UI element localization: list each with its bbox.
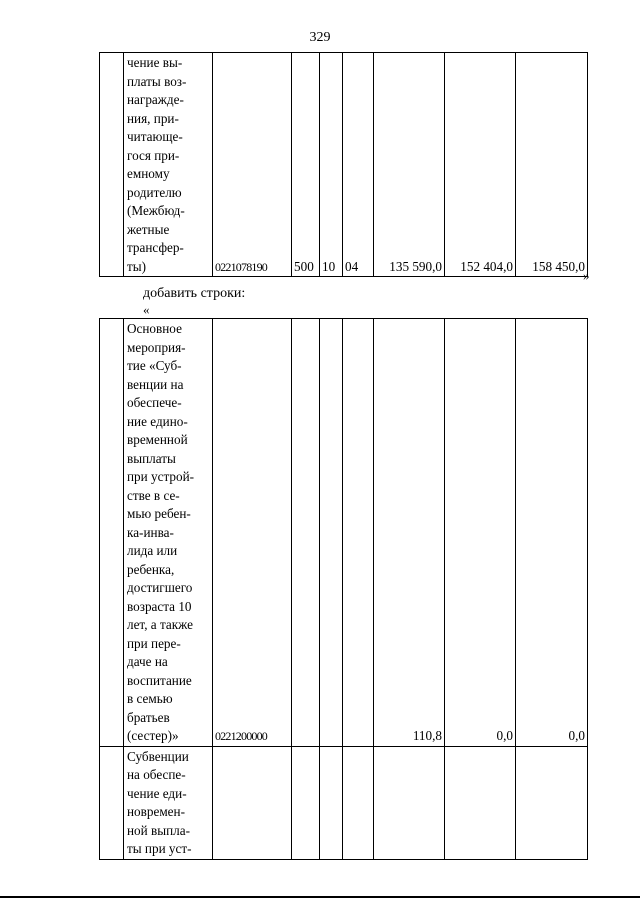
item-name-cell: Основное мероприя- тие «Суб- венции на обеспече- ние едино- временной выплаты при устрой- стве в се- мью ребен- ка-инва- лида или ребенка, достигшего возраста 10 лет, а также при пере- даче на воспитание в семью братьев (сестер)» [124,319,213,747]
item-name-cell: Субвенции на обеспе- чение еди- новремен- ной выпла- ты при уст- [124,746,213,859]
target-code-cell [213,746,292,859]
amount-year1-cell [374,746,445,859]
amount-year3-cell: 158 450,0 [516,53,588,277]
subsection-cell [343,319,374,747]
amount-year2-cell [445,746,516,859]
table-row [100,53,588,277]
subsection-cell: 04 [343,53,374,277]
section-cell: 10 [320,53,343,277]
opening-quote: « [143,302,150,317]
target-code-cell: 0221200000 [213,319,292,747]
section-cell [320,746,343,859]
add-lines-instruction: добавить строки: [143,286,246,301]
amount-year1-cell: 110,8 [374,319,445,747]
expense-type-cell [292,319,320,747]
table-row [100,746,588,859]
amount-year2-cell: 0,0 [445,319,516,747]
index-cell [100,746,124,859]
item-name-cell: чение вы- платы воз- награжде- ния, при- читающе- гося при- емному родителю (Межбюд- жетные трансфер- ты) [124,53,213,277]
target-code-cell: 0221078190 [213,53,292,277]
scan-edge-line [0,896,640,898]
budget-table-continued [99,52,588,277]
table-row [100,319,588,747]
amount-year3-cell [516,746,588,859]
index-cell [100,319,124,747]
closing-quote: » [583,268,590,283]
page-number: 329 [309,30,331,45]
section-cell [320,319,343,747]
subsection-cell [343,746,374,859]
amount-year1-cell: 135 590,0 [374,53,445,277]
expense-type-cell: 500 [292,53,320,277]
amount-year2-cell: 152 404,0 [445,53,516,277]
index-cell [100,53,124,277]
budget-table-added-rows [99,318,588,860]
expense-type-cell [292,746,320,859]
amount-year3-cell: 0,0 [516,319,588,747]
